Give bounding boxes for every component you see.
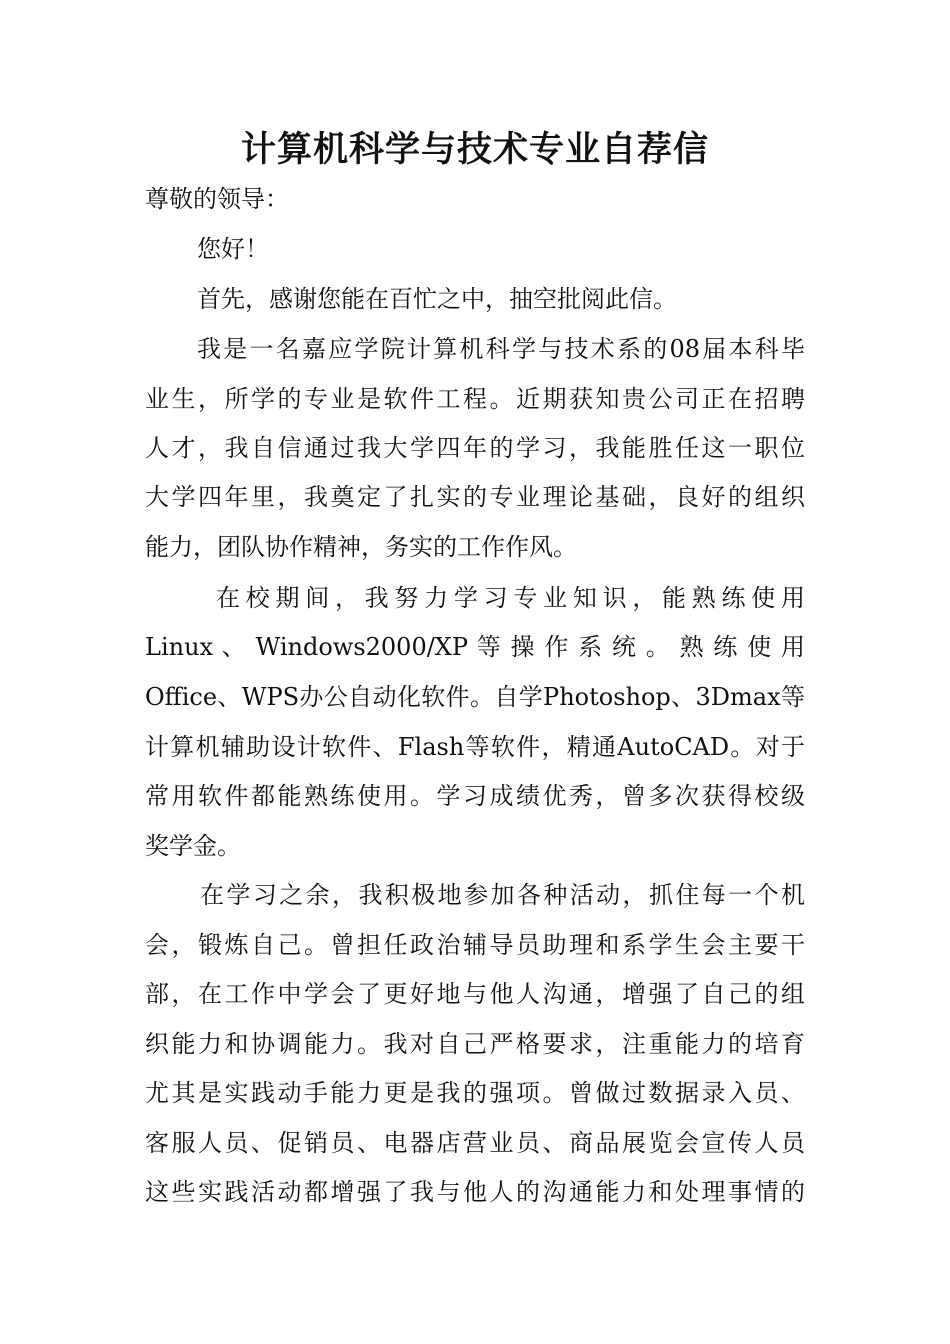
paragraph-line: 在校期间，我努力学习专业知识，能熟练使用 <box>216 584 805 612</box>
paragraph-line: 计算机辅助设计软件、Flash等软件，精通AutoCAD。对于 <box>145 733 805 761</box>
paragraph-line: 尤其是实践动手能力更是我的强项。曾做过数据录入员、 <box>145 1079 805 1107</box>
paragraph-line: 奖学金。 <box>145 832 241 860</box>
paragraph-line: 人才，我自信通过我大学四年的学习，我能胜任这一职位 <box>145 434 805 462</box>
paragraph-line: Office、WPS办公自动化软件。自学Photoshop、3Dmax等 <box>145 683 805 711</box>
paragraph-line: 大学四年里，我奠定了扎实的专业理论基础，良好的组织 <box>145 483 805 511</box>
paragraph-line: 首先，感谢您能在百忙之中，抽空批阅此信。 <box>197 285 677 313</box>
greeting: 您好！ <box>197 235 269 263</box>
paragraph-line: 织能力和协调能力。我对自己严格要求，注重能力的培育 <box>145 1030 805 1058</box>
paragraph-line: 业生，所学的专业是软件工程。近期获知贵公司正在招聘 <box>145 385 805 413</box>
paragraph-line: 会，锻炼自己。曾担任政治辅导员助理和系学生会主要干 <box>145 931 805 959</box>
paragraph-line: 能力，团队协作精神，务实的工作作风。 <box>145 533 577 561</box>
paragraph-line: 客服人员、促销员、电器店营业员、商品展览会宣传人员 <box>145 1129 805 1157</box>
paragraph-line: 部，在工作中学会了更好地与他人沟通，增强了自己的组 <box>145 980 805 1008</box>
salutation: 尊敬的领导： <box>145 185 289 213</box>
paragraph-line: 常用软件都能熟练使用。学习成绩优秀，曾多次获得校级 <box>145 782 805 810</box>
paragraph-line: 在学习之余，我积极地参加各种活动，抓住每一个机 <box>200 881 805 909</box>
paragraph-line: Linux 、 Windows2000/XP 等 操 作 系 统 。 熟 练 使 用 <box>145 633 805 661</box>
paragraph-line: 这些实践活动都增强了我与他人的沟通能力和处理事情的 <box>145 1178 805 1206</box>
document-title: 计算机科学与技术专业自荐信 <box>240 130 709 170</box>
paragraph-line: 我是一名嘉应学院计算机科学与技术系的08届本科毕 <box>197 335 805 363</box>
